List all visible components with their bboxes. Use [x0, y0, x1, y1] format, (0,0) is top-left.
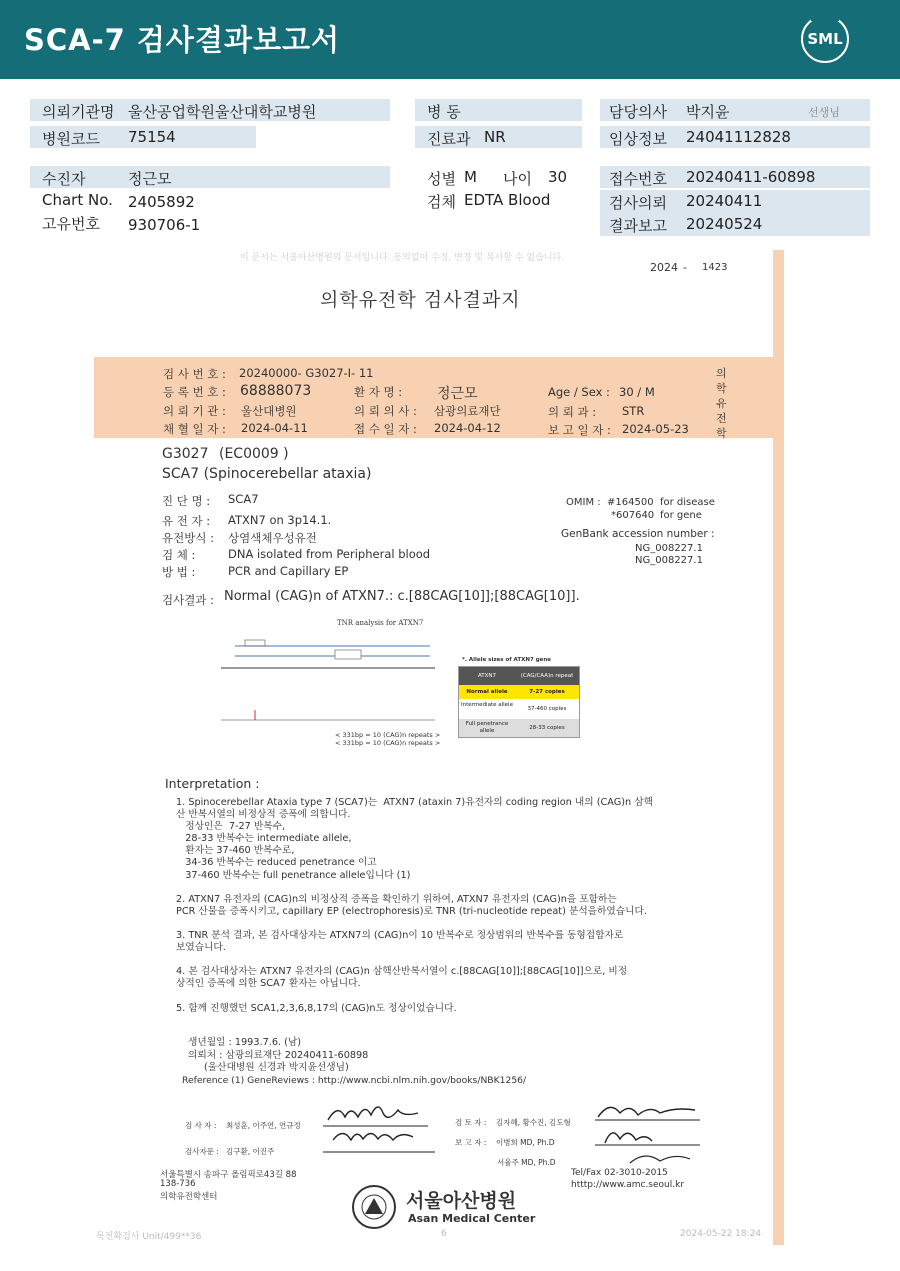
footer-left: 목전확검사 Unit/499**36 — [96, 1232, 202, 1242]
allele-table — [458, 666, 580, 738]
value: NR — [484, 128, 506, 146]
interpretation-line: 28-33 반복수는 intermediate allele, — [176, 833, 352, 845]
value: 2024-04-12 — [434, 421, 501, 435]
label: 의 뢰 과 : — [548, 405, 597, 419]
label: 보 고 자 : — [455, 1138, 487, 1147]
label: 나이 — [503, 170, 532, 188]
fig-note: < 331bp = 10 (CAG)n repeats > — [335, 739, 441, 747]
label: 임상정보 — [609, 130, 667, 148]
allele-head: ATXN7 — [477, 673, 497, 679]
value: 930706-1 — [128, 216, 201, 234]
label: 병원코드 — [42, 130, 100, 148]
tel: Tel/Fax 02-3010-2015 — [571, 1168, 668, 1178]
sml-logo: SML — [801, 15, 849, 63]
label: 방 법 : — [162, 565, 196, 579]
interpretation-line: 3. TNR 분석 결과, 본 검사대상자는 ATXN7의 (CAG)n이 10 반복수로 정상범위의 반복수를 동형접합자로 — [176, 930, 624, 942]
side-label: 의학유전학 — [716, 367, 727, 440]
hospital-name-en: Asan Medical Center — [408, 1212, 536, 1225]
value: 이병희 MD, Ph.D — [496, 1138, 555, 1147]
interpretation-line: PCR 산물을 증폭시키고, capillary EP (electrophoresis)로 TNR (tri-nucleotide repeat) 분석을하였습니다. — [176, 905, 647, 917]
label: 검 토 자 : — [455, 1118, 487, 1127]
value: for gene — [660, 510, 702, 521]
label: 접 수 일 자 : — [354, 422, 417, 436]
interpretation-line: 5. 함께 진행했던 SCA1,2,3,6,8,17의 (CAG)n도 정상이었습니다. — [176, 1002, 457, 1014]
report-title: SCA-7 검사결과보고서 — [24, 23, 341, 57]
value: 75154 — [128, 128, 176, 146]
figure-title: TNR analysis for ATXN7 — [337, 619, 424, 627]
value: 정근모 — [128, 170, 172, 188]
label: 의 뢰 의 사 : — [354, 404, 417, 418]
value: STR — [622, 404, 645, 418]
value: 2405892 — [128, 193, 195, 211]
address-line: 의학유전학센터 — [160, 1192, 218, 1202]
value: 최성훈, 이주연, 연규정 — [226, 1121, 301, 1130]
value: 정근모 — [437, 386, 478, 402]
value: DNA isolated from Peripheral blood — [228, 547, 431, 561]
interpretation-line — [176, 991, 653, 1003]
value: 선생님 — [808, 106, 840, 119]
label: 채 혈 일 자 : — [163, 422, 226, 436]
label: 보 고 일 자 : — [548, 423, 611, 437]
interpretation-line: 37-460 반복수는 full penetrance allele입니다 (1) — [176, 869, 411, 881]
label: 담당의사 — [609, 103, 667, 121]
value: EDTA Blood — [464, 191, 551, 209]
interpretation-line: 정상인은 7-27 반복수, — [176, 821, 286, 833]
value: 2024-05-23 — [622, 422, 689, 436]
label: 의뢰기관명 — [42, 103, 115, 121]
interpretation-line: 1. Spinocerebellar Ataxia type 7 (SCA7)는 ATXN7 (ataxin 7)유전자의 coding region 내의 (CAG)n 삼핵 — [176, 797, 653, 808]
interpretation-label: Interpretation : — [165, 776, 260, 791]
label: 검사결과 : — [162, 593, 214, 607]
allele-head: (CAG/CAA)n repeat — [520, 673, 574, 679]
fig-box — [245, 640, 265, 646]
value: SCA7 — [228, 492, 259, 506]
value: NG_008227.1 — [635, 555, 703, 566]
allele-cell: Normal allele — [466, 689, 508, 695]
label: 유 전 자 : — [162, 514, 211, 528]
interpretation-line: 상적인 증폭에 의한 SCA7 환자는 아닙니다. — [176, 978, 361, 990]
interpretation-line: 산 반복서열의 비정상적 증폭에 의합니다. — [176, 809, 351, 821]
label: 결과보고 — [609, 217, 667, 235]
interpretation-line: 34-36 반복수는 reduced penetrance 이고 — [176, 857, 377, 869]
label: 성별 — [427, 170, 456, 188]
birth-date: 생년월일 : 1993.7.6. (남) — [188, 1037, 302, 1048]
result-value: Normal (CAG)n of ATXN7.: c.[88CAG[10]];[88CAG[10]]. — [224, 589, 580, 604]
label: 검 체 : — [162, 548, 196, 562]
allele-cell: 7-27 copies — [529, 689, 565, 695]
value: *607640 — [611, 510, 655, 521]
interpretation-line: 4. 본 검사대상자는 ATXN7 유전자의 (CAG)n 삼핵산반복서열이 c.[88CAG[10]];[88CAG[10]]으로, 비정 — [176, 966, 628, 978]
doc-dash: - — [683, 261, 687, 274]
fig-box — [335, 650, 361, 659]
label: GenBank accession number : — [561, 528, 715, 540]
website: htttp://www.amc.seoul.kr — [571, 1180, 685, 1190]
value: 20240524 — [686, 215, 763, 233]
hospital-name-kr: 서울아산병원 — [406, 1190, 517, 1212]
value: 20240000- G3027-I- 11 — [239, 366, 374, 380]
address-line: 서울특별시 송파구 올림픽로43길 88 — [160, 1170, 297, 1180]
value: 30 — [548, 168, 568, 186]
value: 김자혜, 황수진, 김도형 — [496, 1118, 571, 1127]
interpretation-line — [176, 882, 653, 894]
value: PCR and Capillary EP — [228, 564, 349, 578]
header-bar — [0, 0, 900, 79]
value: 서율주 MD, Ph.D — [497, 1158, 556, 1167]
label: 환 자 명 : — [354, 385, 403, 399]
value: NG_008227.1 — [635, 543, 703, 554]
label: 유전방식 : — [162, 531, 214, 545]
asan-foundation-seal-icon — [351, 1184, 397, 1230]
value: 30 / M — [619, 385, 655, 399]
value: 박지윤 — [686, 103, 730, 121]
doc-year: 2024 — [650, 261, 678, 274]
fig-note: < 331bp = 10 (CAG)n repeats > — [335, 731, 441, 739]
value: for disease — [660, 497, 715, 508]
interpretation-line: 환자는 37-460 반복수로, — [176, 845, 295, 857]
signature-reviewer — [590, 1095, 705, 1170]
label: 의 뢰 기 관 : — [163, 404, 226, 418]
referrer-2: (울산대병원 신경과 박지윤선생님) — [204, 1062, 349, 1073]
label: 등 록 번 호 : — [163, 385, 226, 399]
test-code-2: (EC0009 ) — [219, 446, 289, 462]
referrer: 의뢰처 : 삼광의료재단 20240411-60898 — [188, 1050, 369, 1061]
value: 삼광의료재단 — [434, 404, 501, 418]
interpretation-text — [176, 797, 653, 1015]
label: Age / Sex : — [548, 385, 610, 399]
footer-right: 2024-05-22 18:24 — [680, 1229, 762, 1239]
value: ATXN7 on 3p14.1. — [228, 513, 332, 527]
label: 진료과 — [427, 130, 471, 148]
allele-cell: Intermediate allele — [461, 702, 513, 708]
interpretation-line — [176, 918, 653, 930]
label: 검사의뢰 — [609, 194, 667, 212]
label: OMIM : — [566, 497, 601, 508]
allele-cell: 28-33 copies — [529, 725, 565, 731]
interpretation-line — [176, 954, 653, 966]
label: 검사자문 : — [185, 1147, 219, 1156]
label: 진 단 명 : — [162, 494, 211, 508]
value: 20240411-60898 — [686, 168, 816, 186]
doc-title: 의학유전학 검사결과지 — [320, 289, 521, 311]
value: 24041112828 — [686, 128, 791, 146]
value: 68888073 — [240, 383, 312, 399]
address-line: 138-736 — [160, 1179, 196, 1189]
reference: Reference (1) GeneReviews : http://www.ncbi.nlm.nih.gov/books/NBK1256/ — [182, 1075, 527, 1086]
label: 검 사 자 : — [185, 1121, 217, 1130]
interpretation-line: 2. ATXN7 유전자의 (CAG)n의 비정상적 증폭을 확인하기 위하여, ATXN7 유전자의 (CAG)n을 포함하는 — [176, 893, 617, 905]
doc-number: 1423 — [702, 262, 728, 273]
value: 김구환, 이진주 — [226, 1147, 275, 1156]
label: Chart No. — [42, 191, 113, 209]
allele-cell: Full penetrance allele — [465, 721, 509, 734]
label: 고유번호 — [42, 215, 100, 233]
value: 울산공업학원울산대학교병원 — [128, 103, 317, 121]
value: 상염색체우성유전 — [228, 531, 317, 545]
watermark-text: 이 문서는 서울아산병원의 문서입니다. 동의없이 수정, 변경 및 복사할 수 없습니다. — [240, 253, 565, 263]
test-name: SCA7 (Spinocerebellar ataxia) — [162, 466, 372, 482]
label: 접수번호 — [609, 170, 667, 188]
label: 병 동 — [427, 103, 461, 121]
signature-tester — [323, 1095, 443, 1155]
value: 2024-04-11 — [241, 421, 308, 435]
footer-page: 6 — [441, 1229, 447, 1239]
value: 울산대병원 — [241, 404, 297, 418]
value: M — [464, 168, 477, 186]
value: 20240411 — [686, 192, 763, 210]
value: #164500 — [607, 497, 654, 508]
allele-title: *. Allele sizes of ATXN7 gene — [462, 657, 552, 663]
label: 검체 — [427, 193, 456, 211]
label: 수진자 — [42, 170, 86, 188]
interpretation-line: 보였습니다. — [176, 942, 226, 954]
test-code: G3027 — [162, 446, 209, 462]
allele-cell: 37-460 copies — [527, 706, 567, 712]
label: 검 사 번 호 : — [163, 367, 226, 381]
